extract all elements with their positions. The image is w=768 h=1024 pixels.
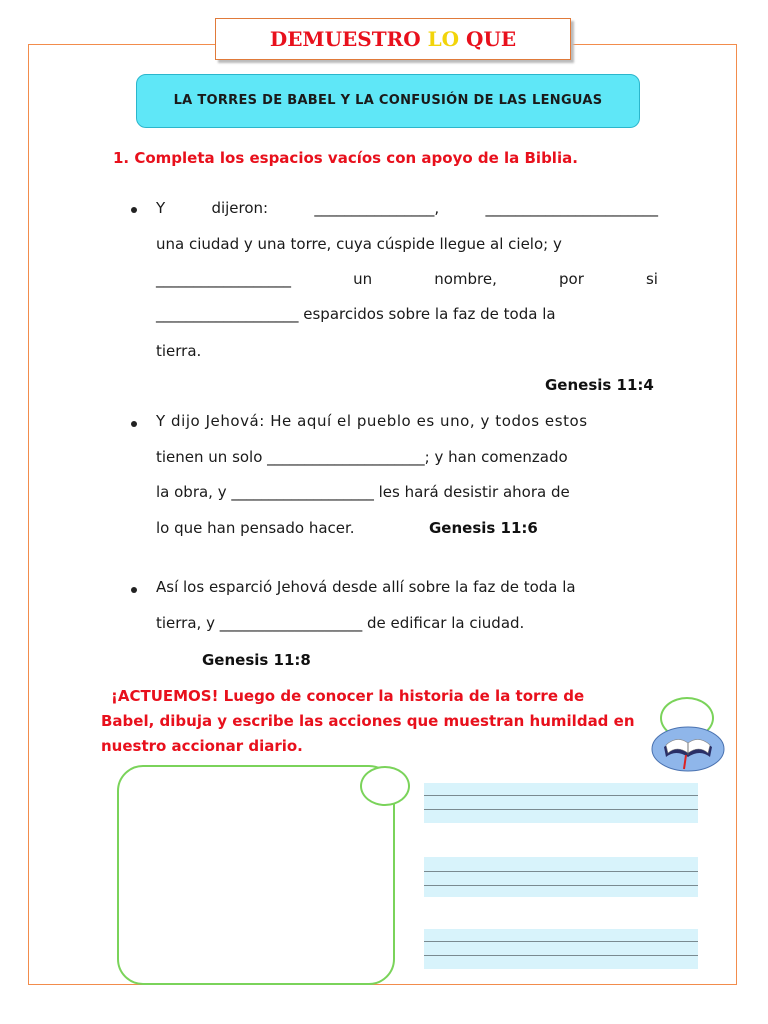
item1-line2: una ciudad y una torre, cuya cúspide llegue al cielo; y bbox=[156, 235, 562, 253]
writing-lines[interactable] bbox=[424, 857, 698, 897]
bullet-icon bbox=[131, 421, 137, 427]
bullet-icon bbox=[131, 587, 137, 593]
item2-line1: Y dijo Jehová: He aquí el pueblo es uno, y todos estos bbox=[156, 412, 588, 430]
page-title bbox=[215, 18, 571, 60]
bible-reference: Genesis 11:8 bbox=[202, 651, 311, 669]
item1-word: un bbox=[353, 270, 373, 288]
item1-word: dijeron: bbox=[211, 199, 269, 217]
item1-line5: tierra. bbox=[156, 342, 202, 360]
actuemos-line: ¡ACTUEMOS! Luego de conocer la historia de la torre de bbox=[111, 687, 585, 705]
item1-word: si bbox=[645, 270, 658, 288]
actuemos-line: nuestro accionar diario. bbox=[101, 737, 303, 755]
item1-line4: ___________________ esparcidos sobre la faz de toda la bbox=[156, 305, 556, 323]
item1-line1 bbox=[156, 199, 658, 217]
lesson-subtitle: LA TORRES DE BABEL Y LA CONFUSIÓN DE LAS LENGUAS bbox=[136, 74, 640, 128]
drawing-area[interactable] bbox=[117, 765, 395, 985]
item2-line2: tienen un solo _____________________; y han comenzado bbox=[156, 448, 568, 466]
item1-word: nombre, bbox=[434, 270, 497, 288]
question-1-heading: 1. Completa los espacios vacíos con apoyo de la Biblia. bbox=[113, 149, 578, 167]
bible-icon bbox=[650, 717, 726, 773]
title-part-2: LO bbox=[427, 27, 460, 51]
writing-lines[interactable] bbox=[424, 783, 698, 823]
bullet-icon bbox=[131, 207, 137, 213]
decorative-circle bbox=[360, 766, 410, 806]
title-part-1: DEMUESTRO bbox=[269, 27, 428, 51]
bible-reference: Genesis 11:4 bbox=[545, 376, 654, 394]
bible-reference: Genesis 11:6 bbox=[429, 519, 538, 537]
item1-word: Y bbox=[156, 199, 166, 217]
blank-field[interactable]: ________________, bbox=[314, 199, 440, 217]
item3-line2: tierra, y ___________________ de edificar la ciudad. bbox=[156, 614, 525, 632]
item2-line3: la obra, y ___________________ les hará desistir ahora de bbox=[156, 483, 570, 501]
title-part-3: QUE bbox=[459, 27, 517, 51]
item1-word: por bbox=[559, 270, 584, 288]
actuemos-line: Babel, dibuja y escribe las acciones que muestran humildad en bbox=[101, 712, 635, 730]
item2-line4: lo que han pensado hacer. bbox=[156, 519, 355, 537]
blank-field[interactable]: __________________ bbox=[156, 270, 291, 288]
actuemos-instructions bbox=[101, 684, 658, 759]
item1-line3 bbox=[156, 270, 658, 288]
item3-line1: Así los esparció Jehová desde allí sobre la faz de toda la bbox=[156, 578, 576, 596]
blank-field[interactable]: _______________________ bbox=[485, 199, 658, 217]
writing-lines[interactable] bbox=[424, 929, 698, 969]
